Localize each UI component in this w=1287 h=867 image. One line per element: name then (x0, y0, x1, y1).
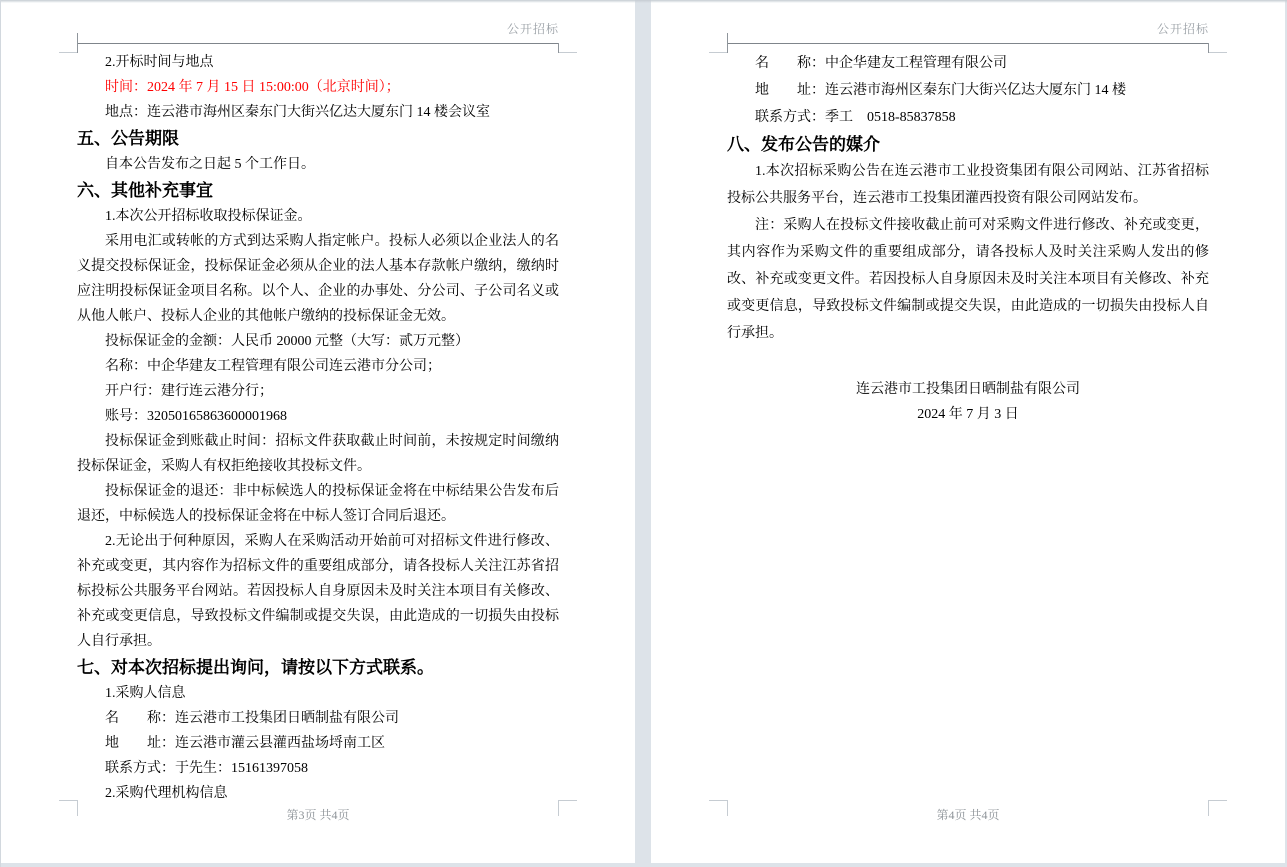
paragraph-account-bank: 开户行：建行连云港分行； (105, 384, 273, 399)
page-4-content (727, 50, 1209, 427)
corner-tick-bottom-right-h (1208, 800, 1227, 801)
signature-date: 2024 年 7 月 3 日 (917, 407, 1019, 422)
heading-section-5: 五、公告期限 (77, 129, 179, 148)
paragraph-purchaser-info-title: 1.采购人信息 (105, 686, 186, 701)
paragraph-deposit-deadline: 投标保证金到账截止时间：招标文件获取截止时间前，未按规定时间缴纳投标保证金，采购人有权拒绝接收其投标文件。 (77, 434, 559, 474)
corner-tick-top-right-h (1209, 52, 1227, 53)
corner-tick-bottom-right-h (558, 800, 577, 801)
paragraph-agency-info-title: 2.采购代理机构信息 (105, 786, 228, 801)
paragraph-agency-address: 地 址：连云港市海州区秦东门大街兴亿达大厦东门 14 楼 (755, 83, 1126, 98)
paragraph-modification-note: 2.无论出于何种原因，采购人在采购活动开始前可对招标文件进行修改、补充或变更，其内容作为招标文件的重要组成部分，请各投标人关注江苏省招标投标公共服务平台网站。若因投标人自身原因未及时关注本项目有关修改、补充或变更信息，导致投标文件编制或提交失误，由此造成的一切损失由投标人自行承担。 (77, 534, 559, 649)
signature-company: 连云港市工投集团日晒制盐有限公司 (856, 382, 1080, 397)
paragraph-deposit-amount: 投标保证金的金额：人民币 20000 元整（大写：贰万元整） (105, 334, 469, 349)
heading-section-7: 七、对本次招标提出询问，请按以下方式联系。 (77, 658, 434, 677)
paragraph-purchaser-address: 地 址：连云港市灌云县灌西盐场埒南工区 (105, 736, 385, 751)
header-rule (77, 43, 559, 44)
corner-tick-top-left-h (59, 52, 77, 53)
paragraph-notice-period: 自本公告发布之日起 5 个工作日。 (105, 157, 315, 172)
paragraph-open-bid-place: 地点：连云港市海州区秦东门大街兴亿达大厦东门 14 楼会议室 (105, 105, 490, 120)
heading-section-8: 八、发布公告的媒介 (727, 135, 880, 154)
paragraph-publish-note: 注：采购人在投标文件接收截止前可对采购文件进行修改、补充或变更，其内容作为采购文件的重要组成部分，请各投标人及时关注采购人发出的修改、补充或变更文件。若因投标人自身原因未及时关注本项目有关修改、补充或变更信息，导致投标文件编制或提交失误，由此造成的一切损失由投标人自行承担。 (727, 218, 1209, 341)
paragraph-account-name: 名称：中企华建友工程管理有限公司连云港市分公司； (105, 359, 441, 374)
paragraph-purchaser-contact: 联系方式：于先生：15161397058 (105, 761, 308, 776)
header-rule (727, 43, 1209, 44)
paragraph-deposit-refund: 投标保证金的退还：非中标候选人的投标保证金将在中标结果公告发布后退还，中标候选人的投标保证金将在中标人签订合同后退还。 (77, 484, 559, 524)
paragraph-deposit-rules: 采用电汇或转帐的方式到达采购人指定帐户。投标人必须以企业法人的名义提交投标保证金，投标保证金必须从企业的法人基本存款帐户缴纳，缴纳时应注明投标保证金项目名称。以个人、企业的办事处、分公司、子公司名义或从他人帐户、投标人企业的其他帐户缴纳的投标保证金无效。 (77, 234, 559, 324)
paragraph-open-bid-time: 时间：2024 年 7 月 15 日 15:00:00（北京时间）； (105, 80, 400, 95)
corner-tick-top-right-h (559, 52, 577, 53)
paragraph-publish-media: 1.本次招标采购公告在连云港市工业投资集团有限公司网站、江苏省招标投标公共服务平台，连云港市工投集团灌西投资有限公司网站发布。 (727, 164, 1209, 206)
paragraph-agency-name: 名 称：中企华建友工程管理有限公司 (755, 56, 1007, 71)
page-3 (1, 0, 635, 863)
page-header-label: 公开招标 (1156, 22, 1209, 36)
paragraph-account-number: 账号：32050165863600001968 (105, 409, 287, 424)
corner-tick-top-left-h (709, 52, 727, 53)
corner-tick-bottom-left-h (59, 800, 78, 801)
page-header-label: 公开招标 (506, 22, 559, 36)
paragraph-purchaser-name: 名 称：连云港市工投集团日晒制盐有限公司 (105, 711, 399, 726)
page-3-content (77, 50, 559, 806)
paragraph-agency-contact: 联系方式：季工 0518-85837858 (755, 110, 956, 125)
corner-tick-bottom-left-h (709, 800, 728, 801)
paragraph-deposit-intro: 1.本次公开招标收取投标保证金。 (105, 209, 312, 224)
page-4-footer: 第4页 共4页 (936, 808, 1000, 822)
page-4 (651, 0, 1285, 863)
paragraph-open-bid-time-title: 2.开标时间与地点 (105, 55, 214, 70)
page-3-footer: 第3页 共4页 (286, 808, 350, 822)
heading-section-6: 六、其他补充事宜 (77, 181, 213, 200)
